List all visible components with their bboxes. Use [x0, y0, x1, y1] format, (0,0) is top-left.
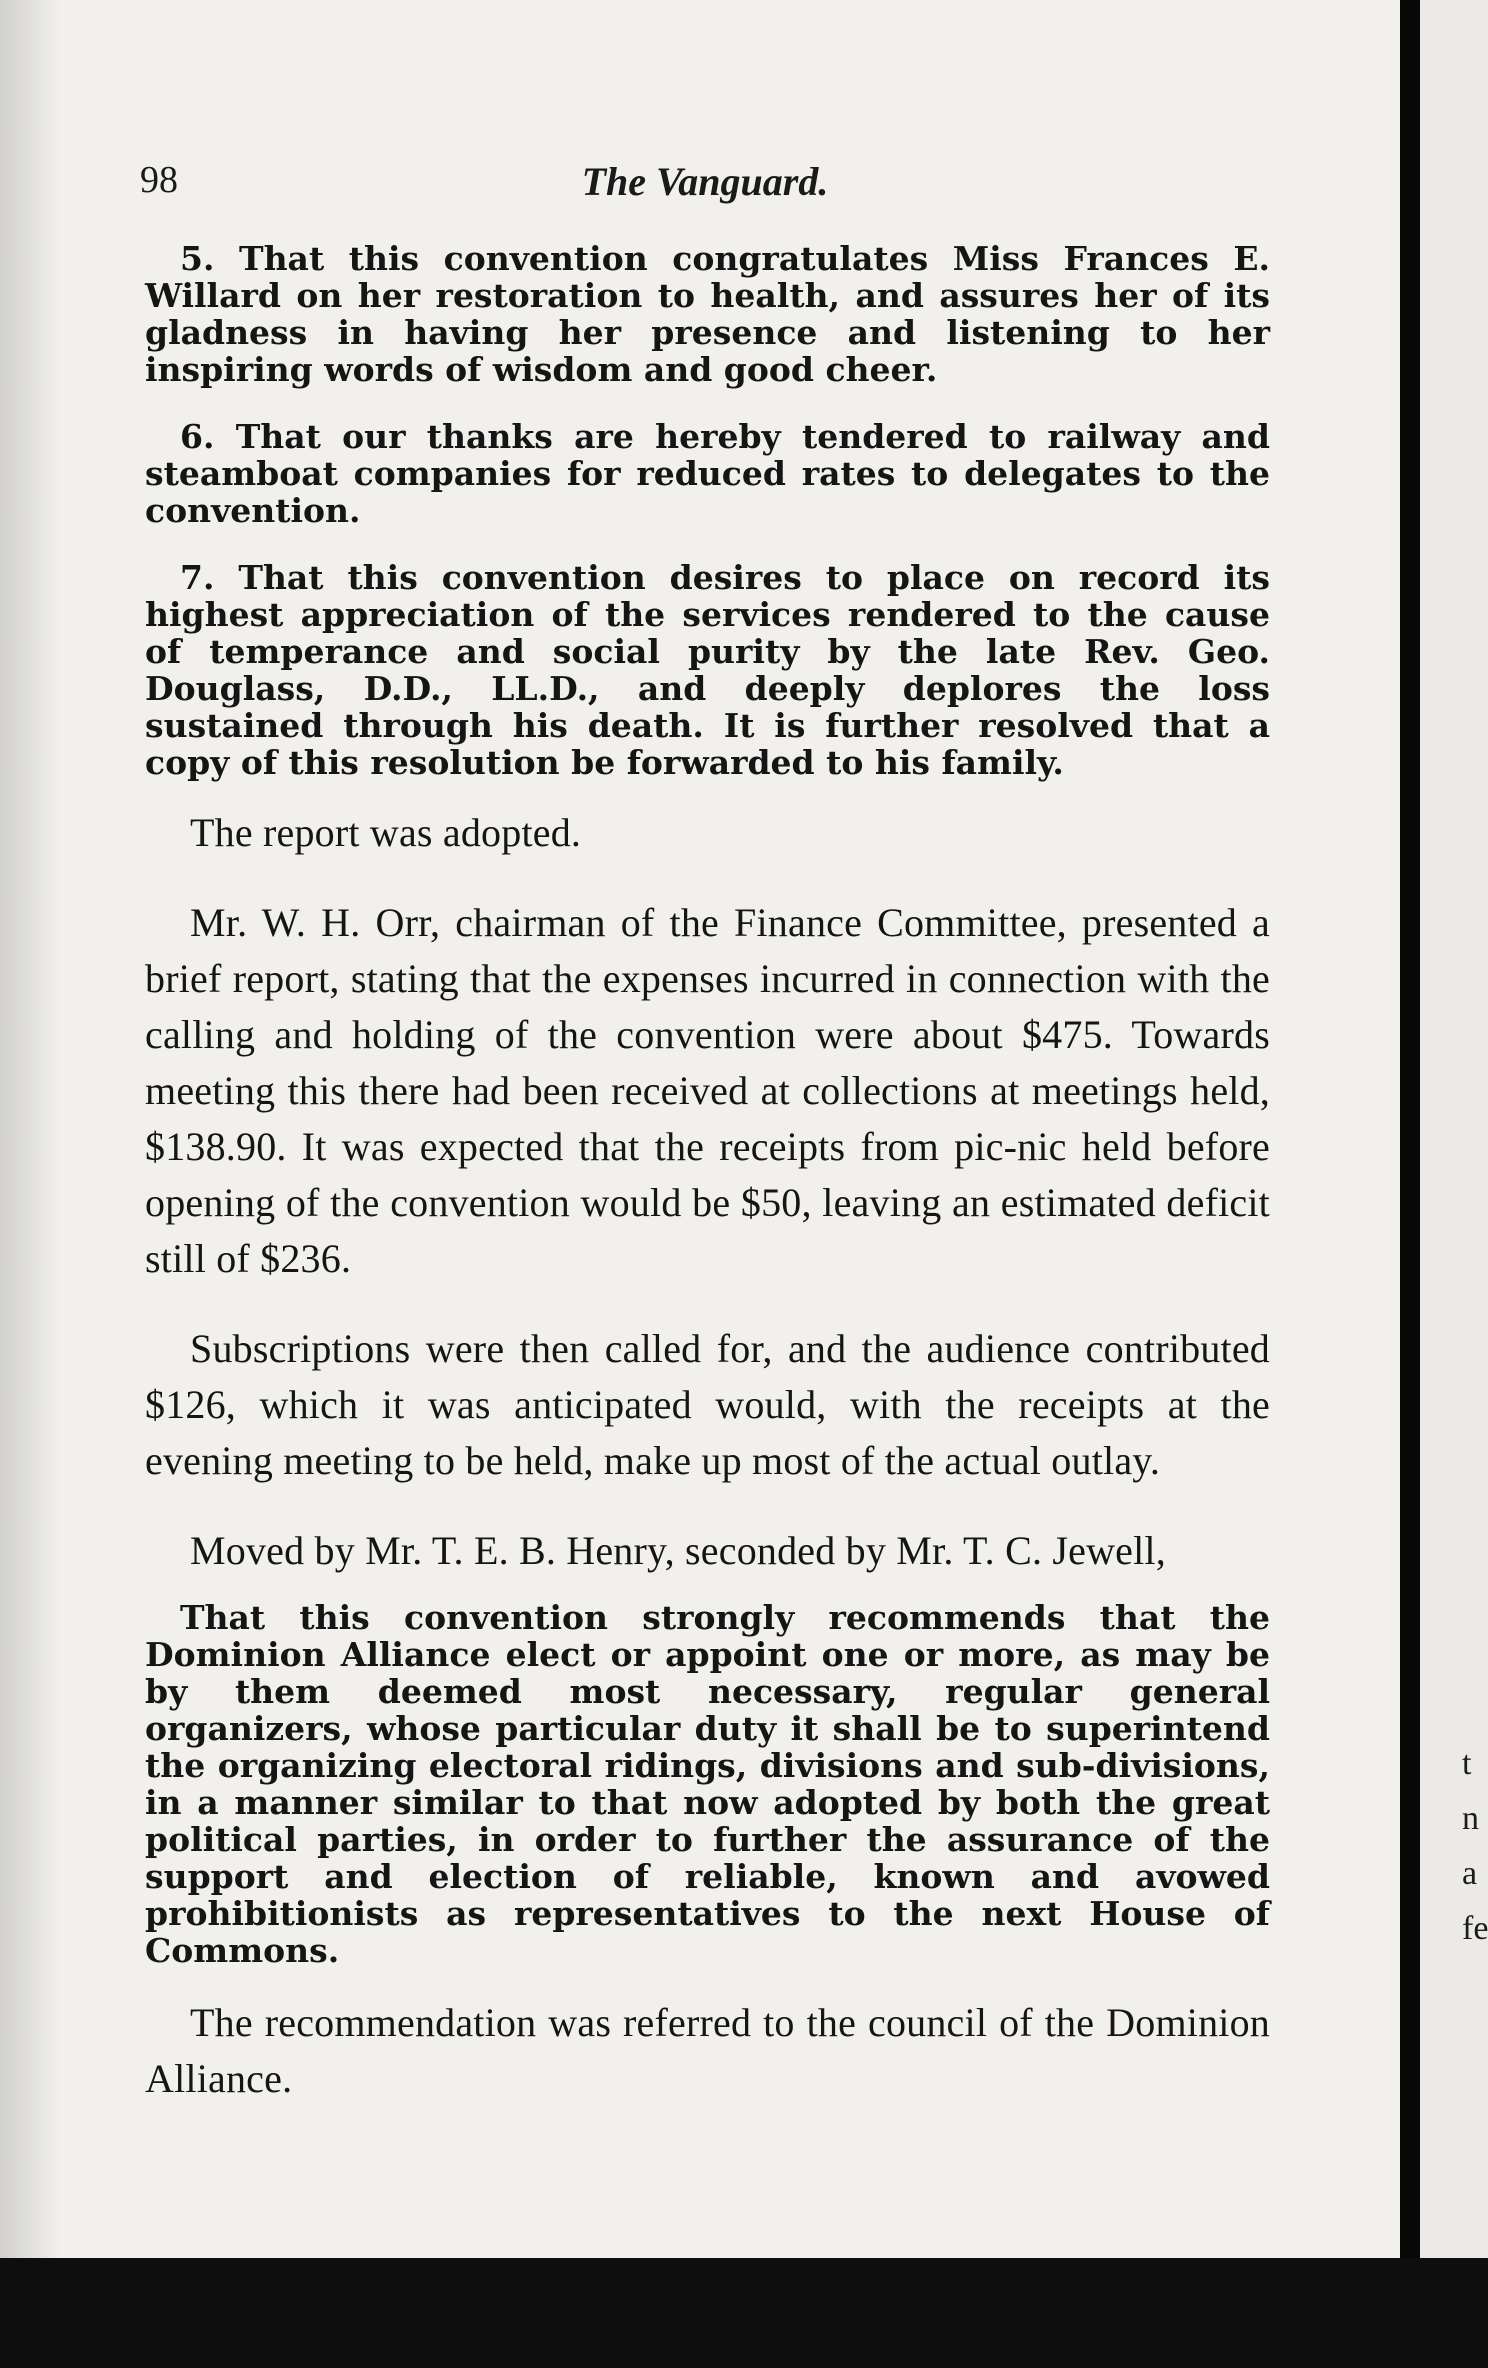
scan-border	[0, 2258, 1488, 2368]
page-number: 98	[140, 159, 178, 201]
book-gutter	[1400, 0, 1420, 2258]
motion-text: That this convention strongly recommends that the Dominion Alliance elect or appoint one or more, as may be by them deemed most necessary, regular general organizers, whose particular duty it shall be to superintend the organizing electoral ridings, divisions and sub-divisions, in a manner similar to that now adopted by both the great political parties, in order to further the assurance of the support and election of reliable, known and avowed prohibitionists as representatives to the next House of Commons.	[145, 1598, 1270, 1970]
facing-page-edge	[1420, 0, 1488, 2258]
resolution-6: 6. That our thanks are hereby tendered to railway and steamboat companies for reduced rates to delegates to the convention.	[145, 417, 1270, 530]
resolution-7: 7. That this convention desires to place on record its highest appreciation of the services rendered to the cause of temperance and social purity by the late Rev. Geo. Douglass, D.D., LL.D., and deeply deplores the loss sustained through his death. It is further resolved that a copy of this resolution be forwarded to his family.	[145, 558, 1270, 782]
facing-fragment: fe	[1462, 1910, 1488, 1947]
subscriptions-paragraph: Subscriptions were then called for, and the audience contributed $126, which it was anticipated would, with the receipts at the evening meeting to be held, make up most of the actual outlay.	[145, 1326, 1270, 1483]
page-header	[140, 150, 1270, 210]
recommendation-paragraph: The recommendation was referred to the council of the Dominion Alliance.	[145, 2000, 1270, 2101]
motion-paragraph: Moved by Mr. T. E. B. Henry, seconded by Mr. T. C. Jewell,	[190, 1528, 1166, 1573]
facing-fragment: t	[1462, 1745, 1472, 1782]
facing-fragment: n	[1462, 1800, 1479, 1837]
resolution-5: 5. That this convention congratulates Miss Frances E. Willard on her restoration to health, and assures her of its gladness in having her presence and listening to her inspiring words of wisdom and good cheer.	[145, 239, 1270, 389]
finance-report-paragraph: Mr. W. H. Orr, chairman of the Finance Committee, presented a brief report, stating that the expenses incurred in connection with the calling and holding of the convention were about $475. Towards meeting this there had been received at collections at meetings held, $138.90. It was expected that the receipts from pic-nic held before opening of the convention would be $50, leaving an estimated deficit still of $236.	[145, 900, 1270, 1281]
running-title: The Vanguard.	[581, 159, 829, 204]
page-body	[145, 240, 1270, 2107]
facing-fragment: a	[1462, 1855, 1478, 1892]
report-adopted-paragraph: The report was adopted.	[190, 810, 582, 855]
